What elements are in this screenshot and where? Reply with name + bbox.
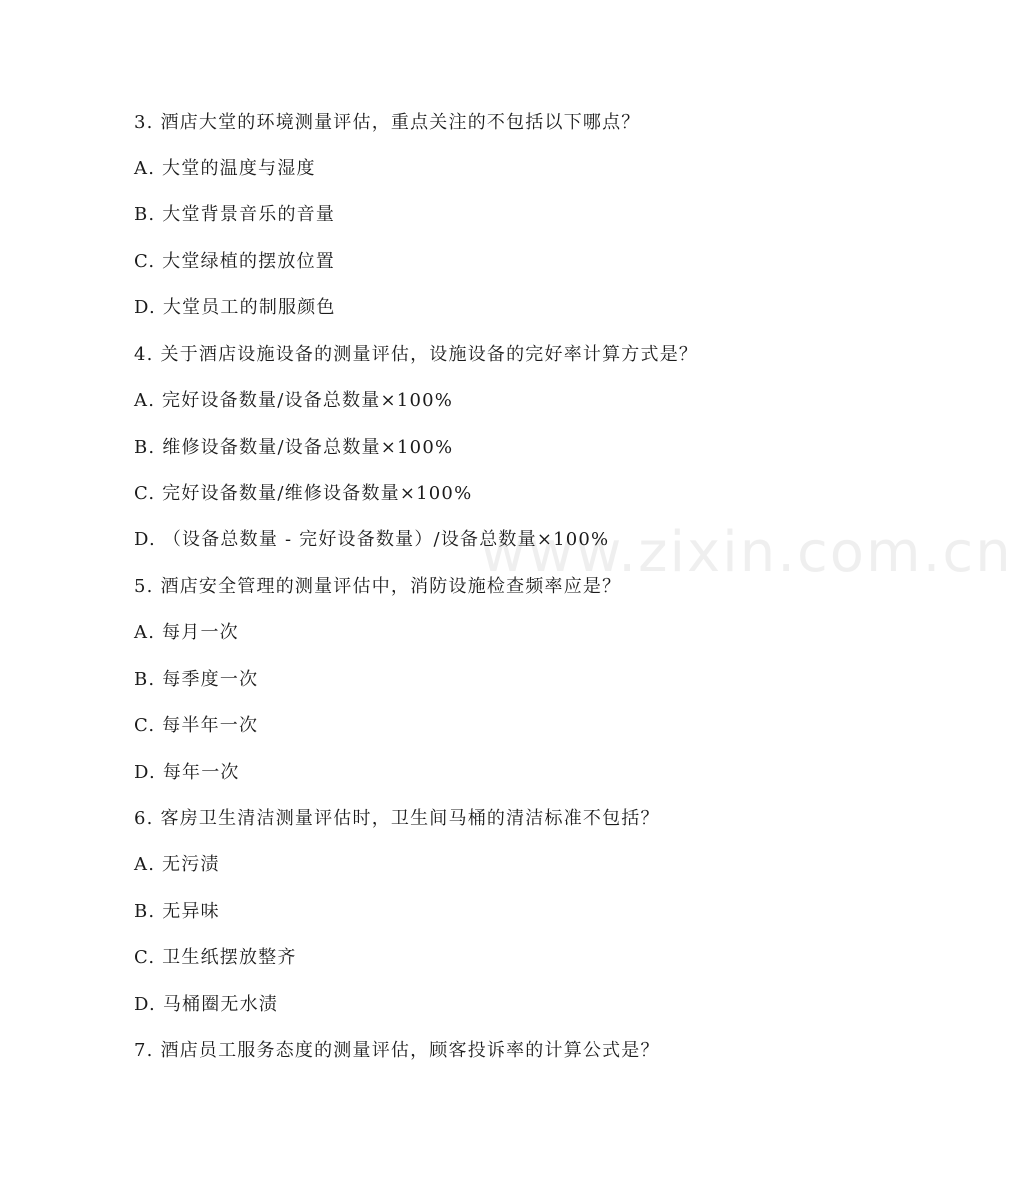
option-5d: D. 每年一次 xyxy=(134,762,240,783)
watermark: www.zixin.com.cn xyxy=(480,520,1013,585)
option-3d: D. 大堂员工的制服颜色 xyxy=(134,297,336,318)
question-6: 6. 客房卫生清洁测量评估时，卫生间马桶的清洁标准不包括？ xyxy=(134,808,660,829)
question-7: 7. 酒店员工服务态度的测量评估，顾客投诉率的计算公式是？ xyxy=(134,1040,660,1061)
option-5c: C. 每半年一次 xyxy=(134,715,259,736)
question-5: 5. 酒店安全管理的测量评估中，消防设施检查频率应是？ xyxy=(134,576,622,597)
option-6c: C. 卫生纸摆放整齐 xyxy=(134,947,297,968)
option-6b: B. 无异味 xyxy=(134,901,220,922)
option-3c: C. 大堂绿植的摆放位置 xyxy=(134,251,335,272)
option-4d: D. （设备总数量 - 完好设备数量）/设备总数量×100% xyxy=(134,529,610,550)
option-3b: B. 大堂背景音乐的音量 xyxy=(134,204,336,225)
question-3: 3. 酒店大堂的环境测量评估，重点关注的不包括以下哪点？ xyxy=(134,112,641,133)
option-5a: A. 每月一次 xyxy=(134,622,239,643)
option-3a: A. 大堂的温度与湿度 xyxy=(134,158,316,179)
option-4c: C. 完好设备数量/维修设备数量×100% xyxy=(134,483,473,504)
option-4a: A. 完好设备数量/设备总数量×100% xyxy=(134,390,454,411)
question-4: 4. 关于酒店设施设备的测量评估，设施设备的完好率计算方式是？ xyxy=(134,344,699,365)
option-5b: B. 每季度一次 xyxy=(134,669,259,690)
option-6a: A. 无污渍 xyxy=(134,854,220,875)
option-6d: D. 马桶圈无水渍 xyxy=(134,994,279,1015)
option-4b: B. 维修设备数量/设备总数量×100% xyxy=(134,437,454,458)
